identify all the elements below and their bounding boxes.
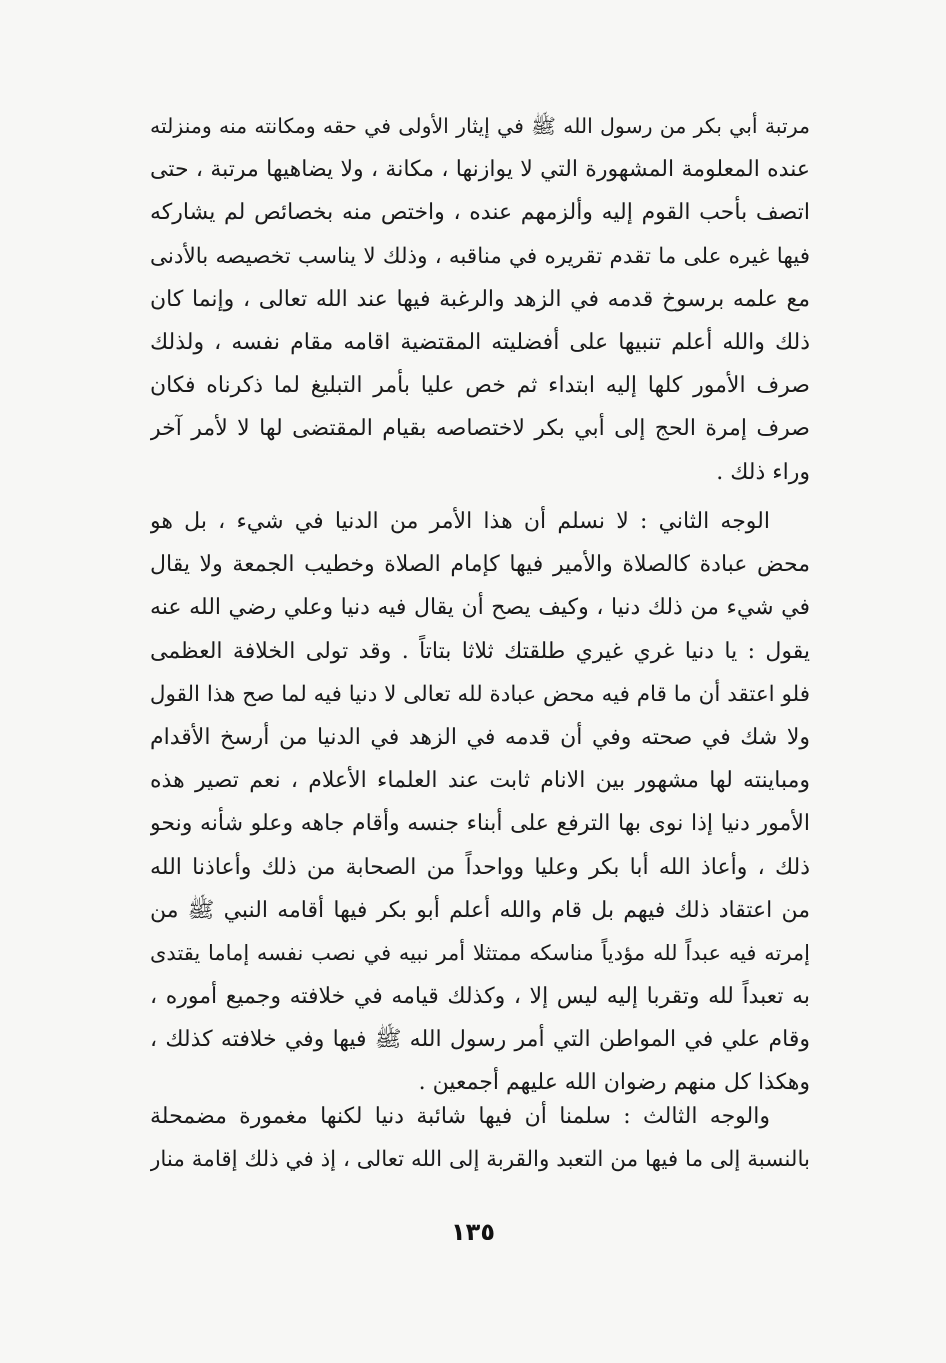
text-line: صرف إمرة الحج إلى أبي بكر لاختصاصه بقيام المقتضى لها لا لأمر آخر bbox=[150, 416, 810, 442]
paragraph-2 bbox=[150, 500, 810, 1105]
paragraph-1 bbox=[150, 105, 810, 494]
text-line: به تعبداً لله وتقربا إليه ليس إلا ، وكذلك قيامه في خلافته وجميع أموره ، bbox=[150, 984, 810, 1010]
text-line: عنده المعلومة المشهورة التي لا يوازنها ، مكانة ، ولا يضاهيها مرتبة ، حتى bbox=[150, 157, 810, 183]
text-line: ومباينته لها مشهور بين الانام ثابت عند العلماء الأعلام ، نعم تصير هذه bbox=[150, 768, 810, 794]
text-line: صرف الأمور كلها إليه ابتداء ثم خص عليا بأمر التبليغ لما ذكرناه فكان bbox=[150, 373, 810, 399]
paragraph-3 bbox=[150, 1095, 810, 1181]
text-line: وقام علي في المواطن التي أمر رسول الله ﷺ فيها وفي خلافته كذلك ، bbox=[150, 1027, 810, 1053]
text-line: فيها غيره على ما تقدم تقريره في مناقبه ، وذلك لا يناسب تخصيصه بالأدنى bbox=[150, 243, 810, 269]
text-line: والوجه الثالث : سلمنا أن فيها شائبة دنيا لكنها مغمورة مضمحلة bbox=[150, 1104, 770, 1129]
text-line: ذلك والله أعلم تنبيها على أفضليته المقتضية اقامه مقام نفسه ، ولذلك bbox=[150, 329, 810, 355]
text-line: من اعتقاد ذلك فيهم بل قام والله أعلم أبو بكر فيها أقامه النبي ﷺ من bbox=[150, 897, 810, 923]
text-line: مع علمه برسوخ قدمه في الزهد والرغبة فيها عند الله تعالى ، وإنما كان bbox=[150, 286, 810, 312]
text-line: ولا شك في صحته وفي أن قدمه في الزهد في الدنيا من أرسخ الأقدام bbox=[150, 724, 810, 750]
text-line: فلو اعتقد أن ما قام فيه محض عبادة لله تعالى لا دنيا فيه لما صح هذا القول bbox=[150, 681, 810, 707]
text-line: يقول : يا دنيا غري غيري طلقتك ثلاثا بتاتاً . وقد تولى الخلافة العظمى bbox=[150, 638, 810, 664]
text-line: الوجه الثاني : لا نسلم أن هذا الأمر من الدنيا في شيء ، بل هو bbox=[150, 509, 770, 534]
text-line: وراء ذلك . bbox=[716, 459, 810, 485]
page-number: ١٣٥ bbox=[451, 1218, 495, 1246]
text-line: مرتبة أبي بكر من رسول الله ﷺ في إيثار الأولى في حقه ومكانته منه ومنزلته bbox=[150, 114, 810, 138]
text-line: محض عبادة كالصلاة والأمير فيها كإمام الصلاة وخطيب الجمعة ولا يقال bbox=[150, 552, 810, 578]
text-line: ذلك ، وأعاذ الله أبا بكر وعليا وواحداً من الصحابة من ذلك وأعاذنا الله bbox=[150, 854, 810, 880]
text-line: الأمور دنيا إذا نوى بها الترفع على أبناء جنسه وأقام جاهه وعلو شأنه ونحو bbox=[150, 811, 810, 837]
text-line: في شيء من ذلك دنيا ، وكيف يصح أن يقال فيه دنيا وعلي رضي الله عنه bbox=[150, 595, 810, 621]
text-line: وهكذا كل منهم رضوان الله عليهم أجمعين . bbox=[418, 1070, 810, 1096]
text-line: إمرته فيه عبداً لله مؤدياً مناسكه ممتثلا أمر نبيه في نصب نفسه إماما يقتدى bbox=[150, 940, 810, 965]
text-line: بالنسبة إلى ما فيها من التعبد والقربة إلى الله تعالى ، إذ في ذلك إقامة منار bbox=[150, 1147, 810, 1173]
text-line: اتصف بأحب القوم إليه وألزمهم عنده ، واختص منه بخصائص لم يشاركه bbox=[150, 200, 810, 226]
